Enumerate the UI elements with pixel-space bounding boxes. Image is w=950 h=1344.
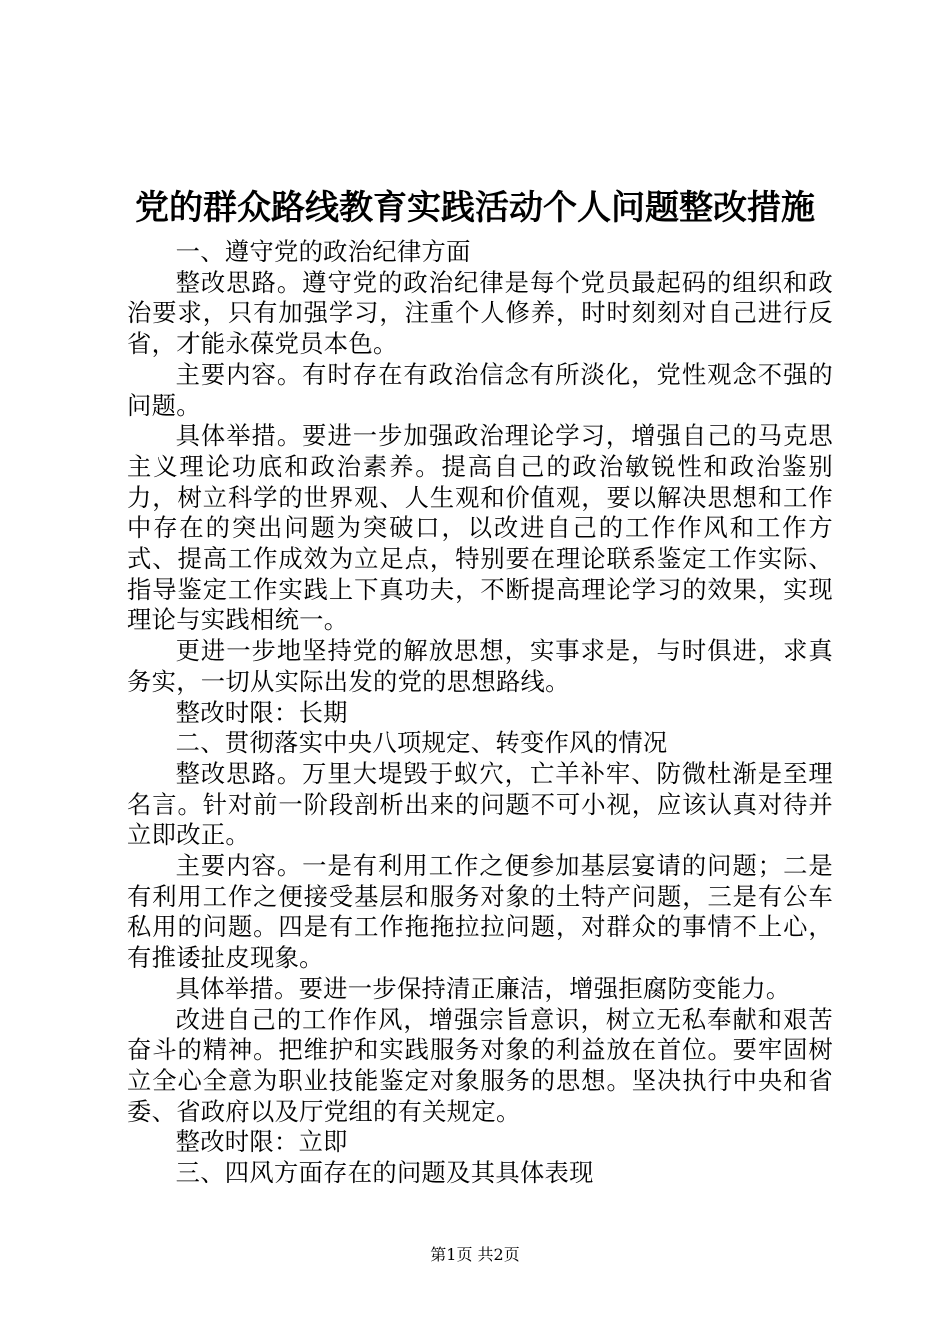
paragraph-specific-measures-2: 具体举措。要进一步保持清正廉洁，增强拒腐防变能力。: [175, 973, 791, 1003]
document-title: 党的群众路线教育实践活动个人问题整改措施: [135, 188, 815, 228]
page-number-footer: 第1页 共2页: [430, 1245, 520, 1264]
paragraph-rectification-idea-2: 整改思路。万里大堤毁于蚁穴，亡羊补牢、防微杜渐是至理名言。针对前一阶段剖析出来的问题不可小视，应该认真对待并立即改正。: [127, 758, 833, 850]
paragraph-deadline-1: 整改时限：长期: [175, 697, 348, 727]
document-body: [127, 237, 833, 1189]
paragraph-main-content-2: 主要内容。一是有利用工作之便参加基层宴请的问题；二是有利用工作之便接受基层和服务对象的土特产问题，三是有公车私用的问题。四是有工作拖拖拉拉问题，对群众的事情不上心，有推诿扯皮现象。: [127, 851, 833, 973]
paragraph-main-content-1: 主要内容。有时存在有政治信念有所淡化，党性观念不强的问题。: [127, 359, 833, 420]
section-heading-1: 一、遵守党的政治纪律方面: [175, 237, 471, 266]
paragraph-specific-measures-1: 具体举措。要进一步加强政治理论学习，增强自己的马克思主义理论功底和政治素养。提高自己的政治敏锐性和政治鉴别力，树立科学的世界观、人生观和价值观，要以解决思想和工作中存在的突出问题为突破口，以改进自己的工作作风和工作方式、提高工作成效为立足点，特别要在理论联系鉴定工作实际、指导鉴定工作实践上下真功夫，不断提高理论学习的效果，实现理论与实践相统一。: [127, 421, 833, 635]
section-heading-2: 二、贯彻落实中央八项规定、转变作风的情况: [175, 728, 668, 758]
paragraph-further-measures-1: 更进一步地坚持党的解放思想，实事求是，与时俱进，求真务实，一切从实际出发的党的思想路线。: [127, 636, 833, 696]
section-heading-3: 三、四风方面存在的问题及其具体表现: [175, 1158, 594, 1188]
paragraph-deadline-2: 整改时限：立即: [175, 1127, 348, 1157]
paragraph-work-style: 改进自己的工作作风，增强宗旨意识，树立无私奉献和艰苦奋斗的精神。把维护和实践服务对象的利益放在首位。要牢固树立全心全意为职业技能鉴定对象服务的思想。坚决执行中央和省委、省政府以及厅党组的有关规定。: [127, 1004, 833, 1126]
paragraph-rectification-idea-1: 整改思路。遵守党的政治纪律是每个党员最起码的组织和政治要求，只有加强学习，注重个人修养，时时刻刻对自己进行反省，才能永葆党员本色。: [127, 267, 833, 359]
